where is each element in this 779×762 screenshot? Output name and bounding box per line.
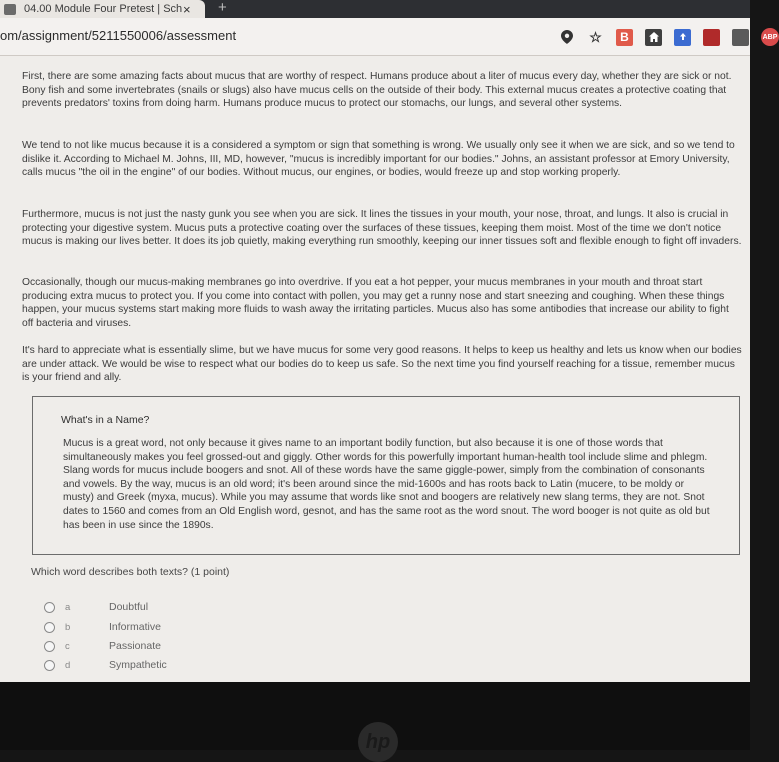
new-tab-icon[interactable]: + [218, 0, 227, 16]
radio-button[interactable] [44, 641, 55, 652]
url-field[interactable]: om/assignment/5211550006/assessment [0, 28, 237, 43]
answer-choice-d[interactable] [44, 657, 167, 673]
book-extension-icon[interactable] [703, 29, 720, 46]
article-paragraph: Furthermore, mucus is not just the nasty gunk you see when you are sick. It lines the tissues in your mouth, your nose, throat, and lungs. It also is crucial in protecting your digestive system. Mucus puts a protective coating over the surfaces of these tissues, keeping them moist. Most of the time we don't notice mucus is making our lives better. It does its job quietly, making everything run smoothly, keeping our inner tissues soft and flexible enough to fight off invaders. [22, 209, 742, 248]
choice-letter: a [65, 601, 71, 613]
adblock-icon[interactable]: ABP [761, 28, 779, 46]
article-paragraph: Occasionally, though our mucus-making membranes go into overdrive. If you eat a hot pepper, your mucus membranes in your mouth and throat start producing extra mucus to protect you. If you come into contact with pollen, you may get a runny nose and start sneezing and coughing. When these things happen, your mucus systems start making more fluids to wash away the irritating particles. Mucus also has some antibodies that increase our ability to fight off bacteria and viruses. [22, 277, 729, 330]
article-paragraph: First, there are some amazing facts about mucus that are worthy of respect. Humans produce about a liter of mucus every day, whether they are sick or not. Bony fish and some invertebrates (snails or slugs) also have mucus cells on the outside of their body. This external mucus creates a protective coating that prevents predators' toxins from doing harm. Humans produce mucus to protect our stomachs, our lungs, and several other systems. [22, 71, 732, 110]
choice-label: Informative [109, 621, 161, 633]
laptop-bezel [0, 682, 750, 753]
radio-button[interactable] [44, 660, 55, 671]
location-pin-icon[interactable] [558, 29, 575, 46]
star-icon[interactable]: ☆ [589, 28, 602, 45]
radio-button[interactable] [44, 602, 55, 613]
article-paragraph: We tend to not like mucus because it is a considered a symptom or sign that something is wrong. We usually only see it when we are sick, and so we tend to dislike it. According to Michael M. Johns, III, MD, however, "mucus is incredibly important for our bodies." Johns, an assistant professor at Emory University, calls mucus "the oil in the engine" of our bodies. Without mucus, our engines, or bodies, would freeze up and stop working properly. [22, 140, 735, 179]
home-extension-icon[interactable] [645, 29, 662, 46]
favicon-icon [4, 4, 16, 15]
assessment-page [0, 56, 750, 682]
address-bar [0, 18, 778, 56]
b-extension-icon[interactable]: B [616, 29, 633, 46]
article-paragraph: It's hard to appreciate what is essentially slime, but we have mucus for some very good reasons. It helps to keep us healthy and lets us know when our bodies are under attack. We would be wise to respect what our bodies do to keep us safe. So the next time you find yourself reaching for a tissue, remember mucus is your friend and ally. [22, 345, 742, 384]
choice-label: Sympathetic [109, 659, 167, 671]
choice-letter: d [65, 659, 71, 671]
toolbar-icons [558, 27, 779, 47]
hp-logo-icon: hp [358, 722, 398, 762]
question-prompt: Which word describes both texts? (1 point) [31, 566, 230, 578]
answer-choice-b[interactable] [44, 619, 161, 635]
box-extension-icon[interactable] [732, 29, 749, 46]
whats-in-a-name-box [32, 396, 740, 555]
choice-letter: c [65, 640, 70, 652]
choice-letter: b [65, 621, 71, 633]
radio-button[interactable] [44, 622, 55, 633]
answer-choice-a[interactable] [44, 599, 148, 615]
upload-extension-icon[interactable] [674, 29, 691, 46]
tab-strip [0, 0, 750, 18]
tab-title: 04.00 Module Four Pretest | Sch [24, 3, 183, 15]
close-tab-icon[interactable]: × [183, 1, 191, 17]
box-text: Mucus is a great word, not only because it gives name to an important bodily function, but also because it is one of those words that simultaneously makes you feel grossed-out and giggly. Other words for this powerfully important human-health tool include slime and phlegm. Slang words for mucus include boogers and snot. All of these words have the same giggle-power, simply from the combination of consonants and vowels. By the way, mucus is an old word; it's been around since the mid-1600s and has roots back to Latin (mucere, to be moldy or musty) and Greek (myxa, mucus). While you may assume that words like snot and boogers are relatively new slang terms, they are not. Snot dates to 1560 and comes from an Old English word, gesnot, and has the same root as the word snout. The word booger is not quite as old but has been in use since the 1890s. [63, 438, 710, 531]
answer-choice-c[interactable] [44, 638, 161, 654]
choice-label: Doubtful [109, 601, 149, 613]
choice-label: Passionate [109, 640, 161, 652]
browser-tab[interactable] [0, 0, 205, 18]
box-title: What's in a Name? [61, 414, 150, 426]
